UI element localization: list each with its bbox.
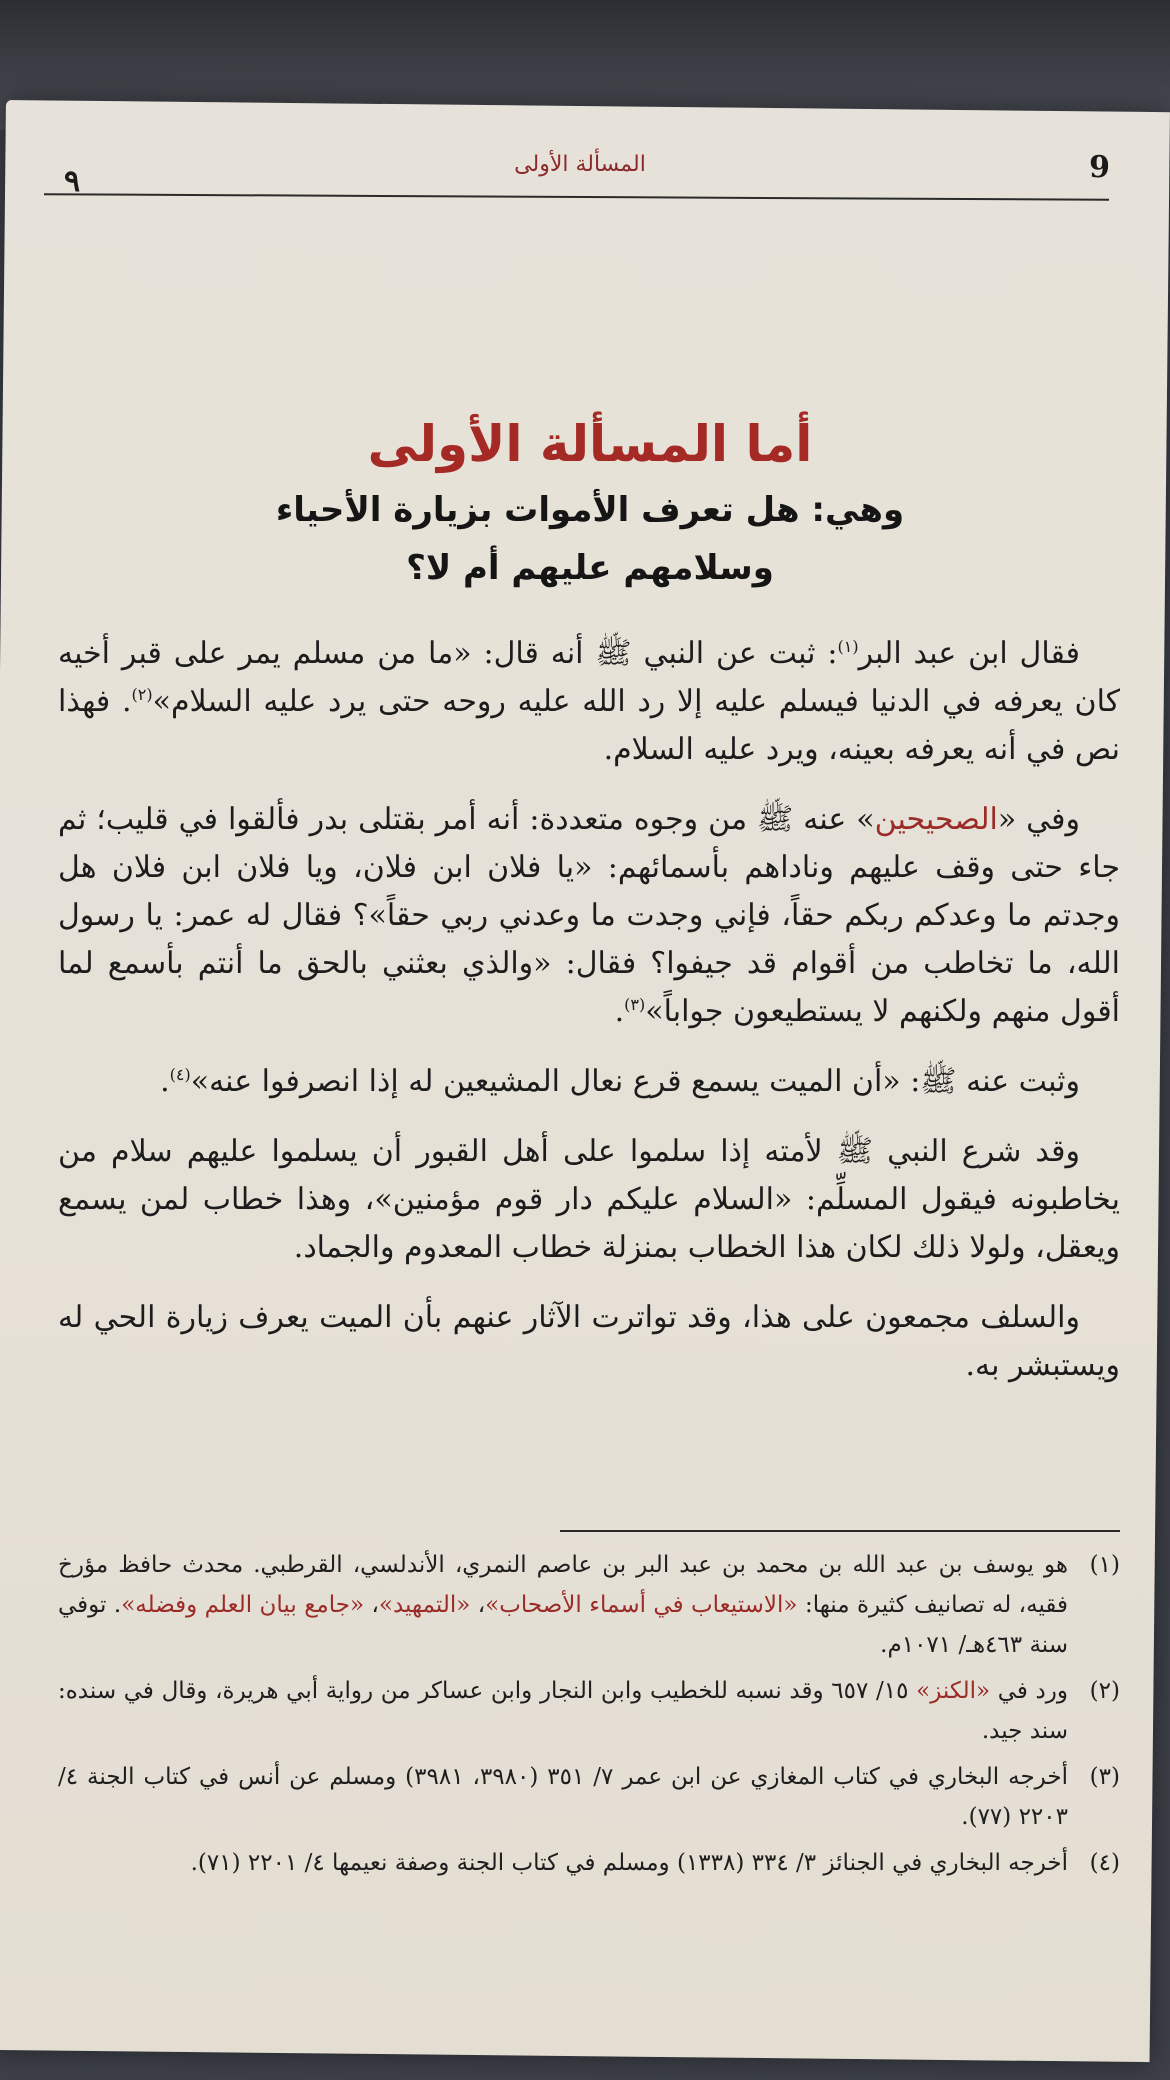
footnote-text: أخرجه البخاري في الجنائز ٣/ ٣٣٤ (١٣٣٨) ومسلم في كتاب الجنة وصفة نعيمها ٤/ ٢٢٠١ (٧١).: [190, 1850, 1068, 1876]
paragraph-2-text-b: » عنه ﷺ من وجوه متعددة: أنه أمر بقتلى بدر فألقوا في قليب؛ ثم جاء حتى وقف عليهم وناداهم بأسمائهم: «يا فلان ابن فلان، ويا فلان ابن فلان هل وجدتم ما وعدكم ربكم حقاً، فإني وجدت ما وعدني ربي حقاً»؟ فقال له عمر: يا رسول الله، ما تخاطب من أقوام قد جيفوا؟ فقال: «والذي بعثني بالحق ما أنتم بأسمع لما أقول منهم ولكنهم لا يستطيعون جواباً»: [58, 802, 1120, 1029]
paragraph-1-text-b: : ثبت عن النبي ﷺ أنه قال: «ما من مسلم يمر على قبر أخيه كان يعرفه في الدنيا فيسلم عليه إلا رد الله عليه روحه حتى يرد عليه السلام»: [58, 636, 1121, 719]
book-title-tamhid: «التمهيد»: [378, 1592, 471, 1618]
footnote-2-text-b: ١٥/ ٦٥٧ وقد نسبه للخطيب وابن النجار وابن عساكر من رواية أبي هريرة، وقال في سنده: سند جيد.: [58, 1678, 1068, 1744]
footnote-2-text-a: ورد في: [990, 1678, 1069, 1704]
footnotes: [58, 1545, 1120, 1889]
paragraph-2-text-c: .: [614, 994, 625, 1029]
paragraph-3-end: .: [160, 1064, 170, 1099]
footnote-ref-2: (٢): [131, 685, 153, 704]
paragraph-1: [58, 630, 1120, 774]
chapter-subtitle-line-2: وسلامهم عليهم أم لا؟: [406, 548, 774, 588]
chapter-subtitle-line-1: وهي: هل تعرف الأموات بزيارة الأحياء: [275, 490, 905, 530]
page-number-arabic: ٩: [64, 164, 81, 199]
chapter-title: أما المسألة الأولى: [367, 415, 813, 473]
separator: ،: [470, 1592, 486, 1618]
book-title-jami: «جامع بيان العلم وفضله»: [121, 1592, 365, 1618]
paragraph-4: وقد شرع النبي ﷺ لأمته إذا سلموا على أهل القبور أن يسلموا عليهم سلام من يخاطبونه فيقول المسلِّم: «السلام عليكم دار قوم مؤمنين»، وهذا خطاب لمن يسمع ويعقل، ولولا ذلك لكان هذا الخطاب بمنزلة خطاب المعدوم والجماد.: [58, 1134, 1120, 1265]
footnote-3: [58, 1757, 1120, 1837]
paragraph-5: والسلف مجمعون على هذا، وقد تواترت الآثار عنهم بأن الميت يعرف زيارة الحي له ويستبشر به.: [58, 1300, 1120, 1383]
book-title-istiab: «الاستيعاب في أسماء الأصحاب»: [485, 1592, 798, 1618]
paragraph-1-text-c: . فهذا نص في أنه يعرفه بعينه، ويرد عليه السلام.: [58, 684, 1120, 767]
paragraph-3: [58, 1058, 1120, 1106]
page-header: [50, 150, 1110, 200]
paragraph-1-text-a: فقال ابن عبد البر: [858, 636, 1080, 671]
footnote-1-text-a: هو يوسف بن عبد الله بن محمد بن عبد البر بن عاصم النمري، الأندلسي، القرطبي. محدث حافظ مؤرخ فقيه، له تصانيف كثيرة منها:: [58, 1552, 1069, 1618]
page-number-latin: 9: [1089, 150, 1110, 185]
paragraph-2: [58, 796, 1120, 1036]
separator: ،: [364, 1592, 379, 1618]
footnote-text: أخرجه البخاري في كتاب المغازي عن ابن عمر ٧/ ٣٥١ (٣٩٨٠، ٣٩٨١) ومسلم عن أنس في كتاب الجنة ٤/ ٢٢٠٣ (٧٧).: [58, 1764, 1068, 1830]
sahihayn-highlight: الصحيحين: [874, 802, 998, 837]
running-title: المسألة الأولى: [514, 152, 646, 177]
footnote-mark: (٢): [1089, 1678, 1120, 1704]
book-title-kanz: «الكنز»: [916, 1678, 991, 1704]
footnote-ref-4: (٤): [169, 1065, 191, 1084]
footnote-ref-3: (٣): [624, 995, 646, 1014]
body-text: [58, 630, 1120, 1412]
footnote-4: [58, 1843, 1120, 1883]
footnote-mark: (٣): [1089, 1764, 1120, 1790]
footnote-mark: (١): [1089, 1552, 1120, 1578]
footnote-2: [58, 1671, 1120, 1751]
footnote-text: [58, 1671, 1068, 1751]
footnote-text: [58, 1545, 1068, 1665]
paragraph-3-text: وثبت عنه ﷺ: «أن الميت يسمع قرع نعال المشيعين له إذا انصرفوا عنه»: [190, 1064, 1080, 1099]
paragraph-2-text-a: وفي «: [997, 802, 1080, 837]
footnote-ref-1: (١): [837, 637, 859, 656]
footnote-1: [58, 1545, 1120, 1665]
footnote-1-text-b: . توفي سنة ٤٦٣هـ/ ١٠٧١م.: [58, 1592, 1068, 1658]
footnote-divider: [560, 1530, 1120, 1532]
footnote-mark: (٤): [1089, 1850, 1120, 1876]
